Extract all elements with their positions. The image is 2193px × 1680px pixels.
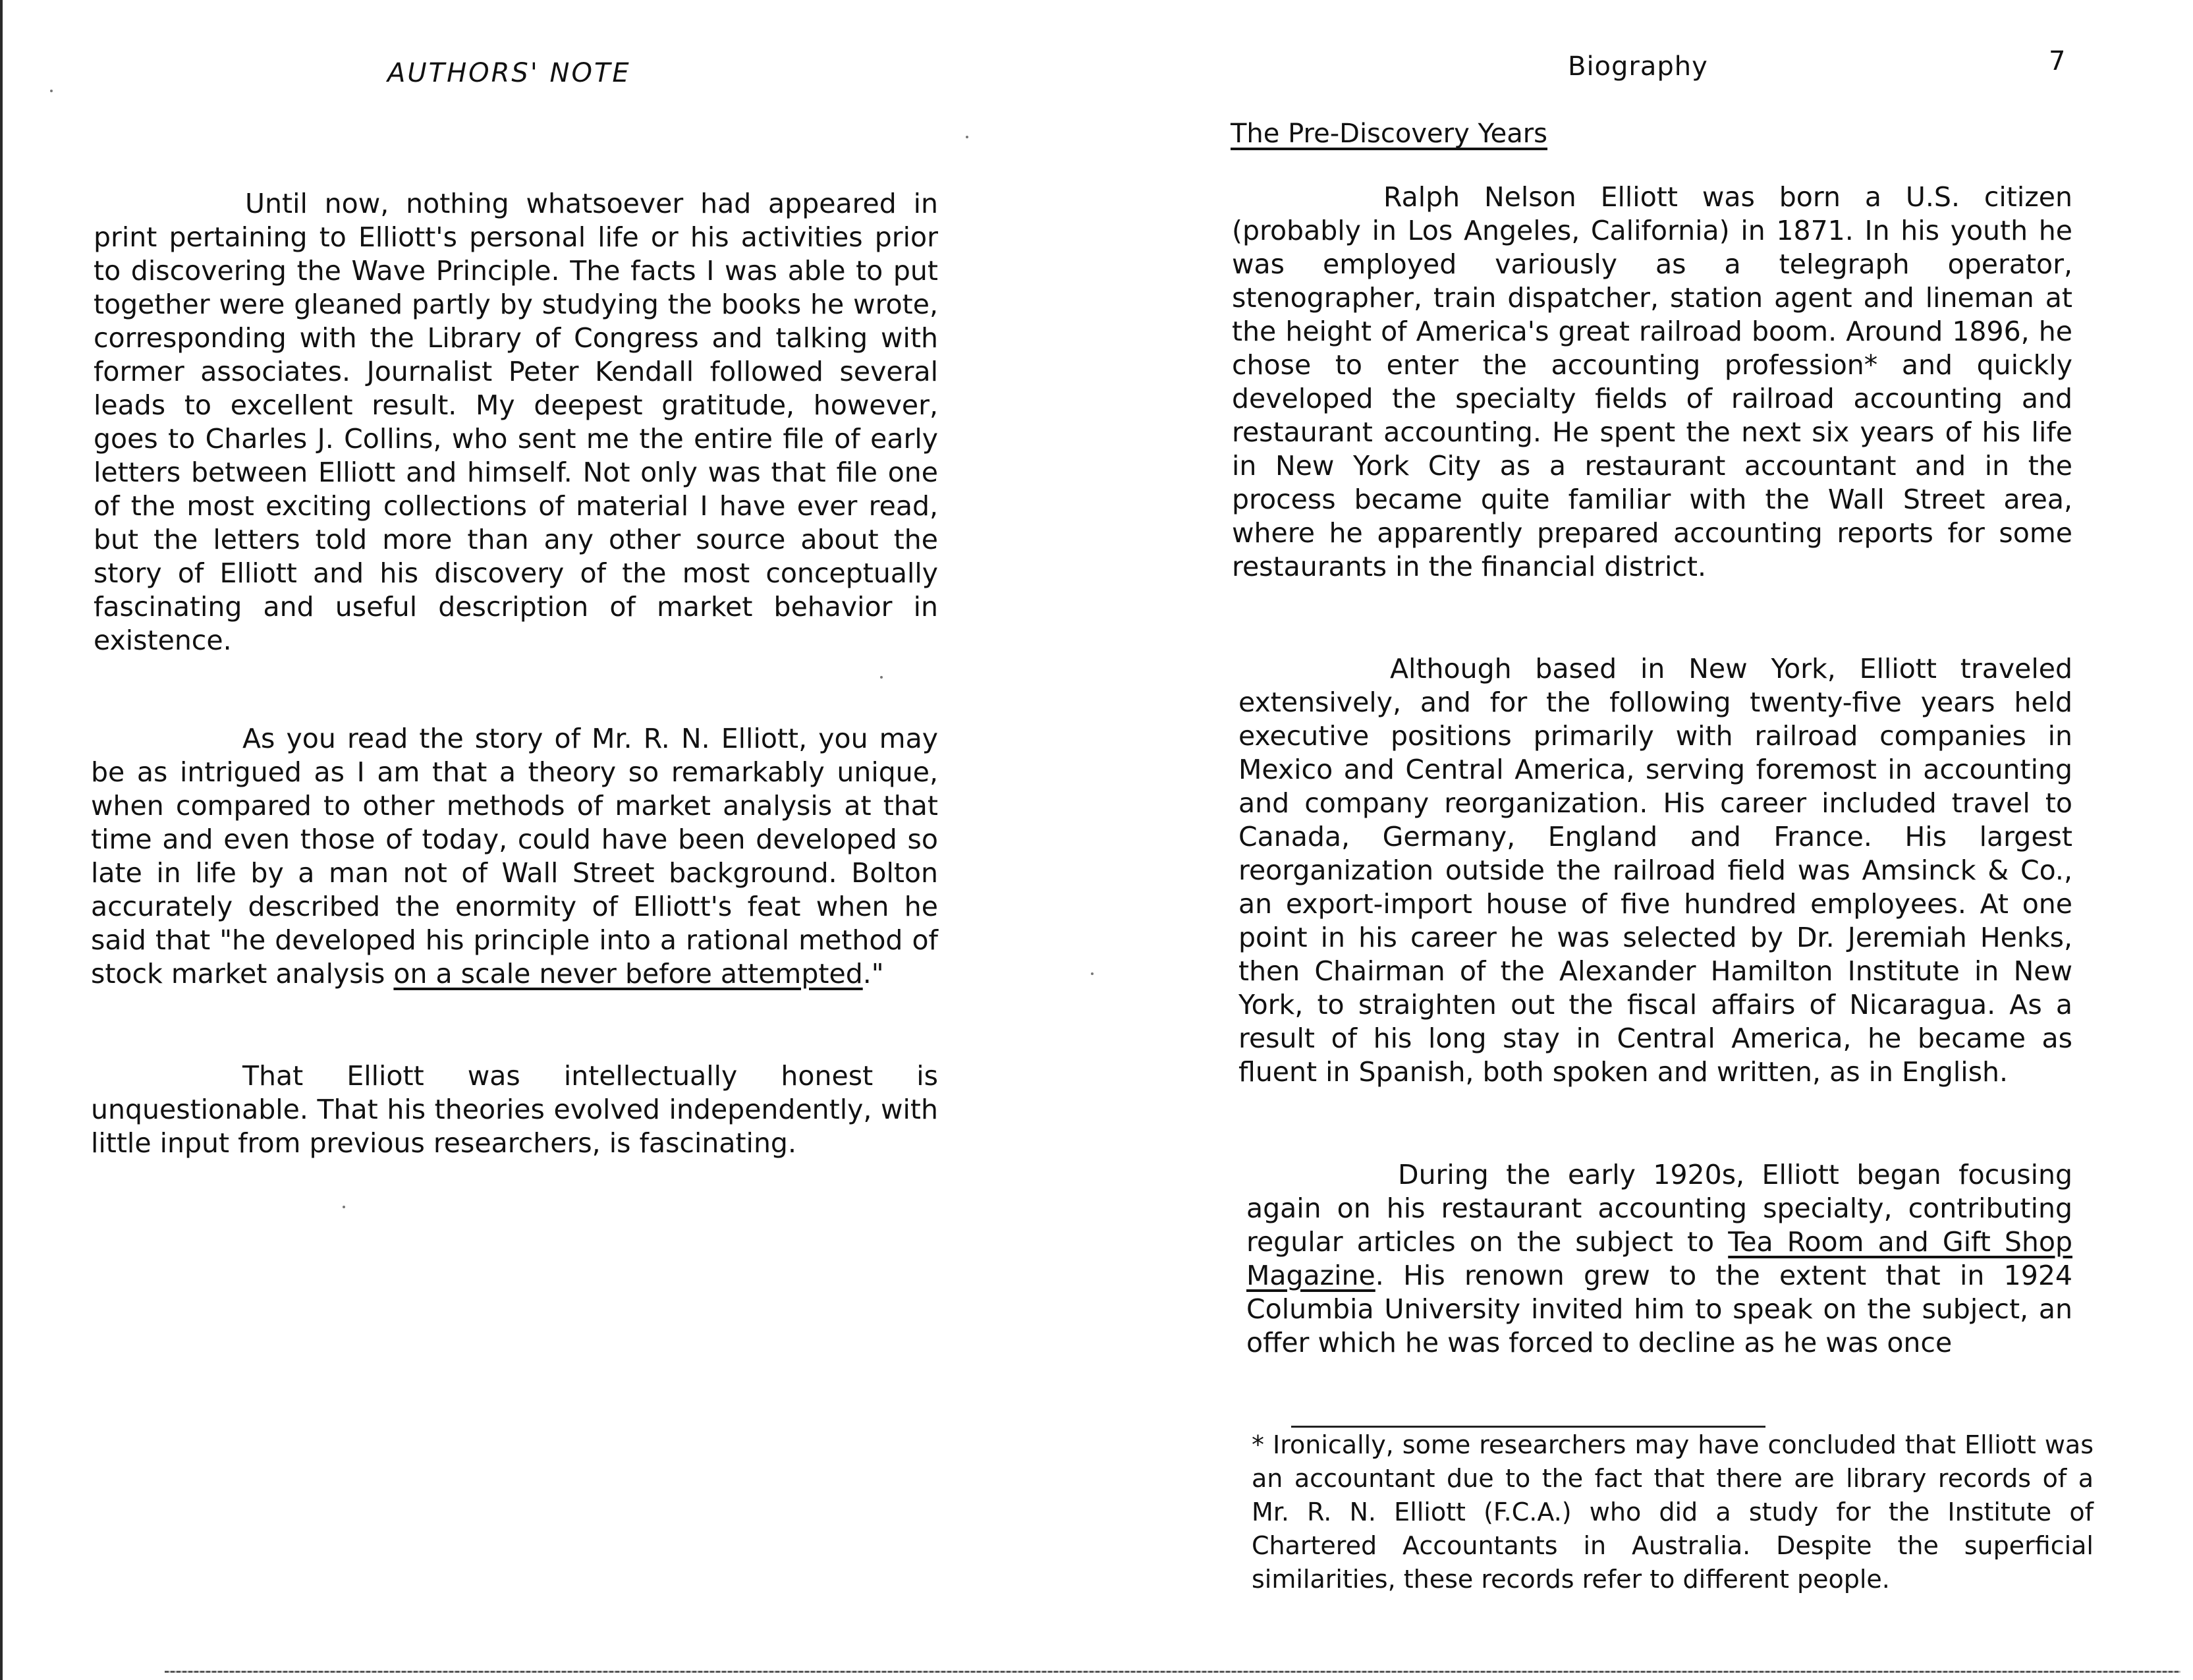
right-paragraph-2: Although based in New York, Elliott traveled extensively, and for the following twenty-five years held executive positions primarily with railroad companies in Mexico and Central America, serving foremost in accounting and company reorganization. His career included travel to Canada, Germany, England and France. His largest reorganization outside the railroad field was Amsinck & Co., an export-import house of five hundred employees. At one point in his career he was selected by Dr. Jeremiah Henks, then Chairman of the Alexander Hamilton Institute in New York, to straighten out the fiscal affairs of Nicaragua. As a result of his long stay in Central America, he became as fluent in Spanish, both spoken and written, as in English.: [1238, 653, 2072, 1088]
left-paragraph-2-text: As you read the story of Mr. R. N. Elliott, you may be as intrigued as I am that a theory so remarkably unique, when compared to other methods of market analysis at that time and even those of today, could have been developed so late in life by a man not of Wall Street background. Bolton accurately described the enormity of Elliott's feat when he said that "he developed his principle into a rational method of stock market analysis: [91, 723, 938, 990]
left-paragraph-1: Until now, nothing whatsoever had appeared in print pertaining to Elliott's personal life or his activities prior to discovering the Wave Principle. The facts I was able to put together were gleaned partly by studying the books he wrote, corresponding with the Library of Congress and talking with former associates. Journalist Peter Kendall followed several leads to excellent result. My deepest gratitude, however, goes to Charles J. Collins, who sent me the entire file of early letters between Elliott and himself. Not only was that file one of the most exciting collections of material I have ever read, but the letters told more than any other source about the story of Elliott and his discovery of the most conceptually fascinating and useful description of market behavior in existence.: [94, 188, 938, 656]
right-paragraph-3: [1246, 1158, 2072, 1360]
left-paragraph-2-end: .": [862, 958, 884, 990]
scan-speck: [50, 90, 53, 92]
page-number: 7: [2049, 46, 2067, 76]
magazine-title: Tea Room and Gift Shop Magazine: [1246, 1226, 2072, 1291]
underlined-quote: on a scale never before attempted: [393, 958, 863, 990]
left-running-head: AUTHORS' NOTE: [387, 58, 631, 88]
right-paragraph-3-end: . His renown grew to the extent that in 1924 Columbia University invited him to speak on the subject, an offer which he was forced to decline as he was once: [1246, 1260, 2072, 1358]
scan-speck: [343, 1206, 345, 1208]
right-running-head: Biography: [1568, 51, 1708, 82]
right-paragraph-3-text: During the early 1920s, Elliott began focusing again on his restaurant accounting specialty, contributing regular articles on the subject to: [1246, 1159, 2072, 1258]
left-paragraph-3: That Elliott was intellectually honest is unquestionable. That his theories evolved independently, with little input from previous researchers, is fascinating.: [91, 1060, 938, 1159]
scan-speck: [966, 136, 968, 138]
scan-speck: [880, 676, 883, 679]
right-paragraph-1: Ralph Nelson Elliott was born a U.S. citizen (probably in Los Angeles, California) in 1871. In his youth he was employed variously as a telegraph operator, stenographer, train dispatcher, station agent and lineman at the height of America's great railroad boom. Around 1896, he chose to enter the accounting profession* and quickly developed the specialty fields of railroad accounting and restaurant accounting. He spent the next six years of his life in New York City as a restaurant accountant and in the process became quite familiar with the Wall Street area, where he apparently prepared accounting reports for some restaurants in the financial district.: [1232, 181, 2072, 582]
page-bottom-edge: [165, 1671, 2180, 1673]
footnote-rule: [1291, 1426, 1765, 1428]
scan-speck: [1091, 972, 1094, 975]
left-page: [0, 0, 1080, 1680]
section-title: The Pre-Discovery Years: [1231, 119, 1547, 149]
footnote: * Ironically, some researchers may have concluded that Elliott was an accountant due to the fact that there are library records of a Mr. R. N. Elliott (F.C.A.) who did a study for the Institute of Chartered Accountants in Australia. Despite the superficial similarities, these records refer to different people.: [1252, 1430, 2094, 1594]
left-paragraph-2: [91, 722, 938, 991]
right-page: [1094, 0, 2193, 1680]
